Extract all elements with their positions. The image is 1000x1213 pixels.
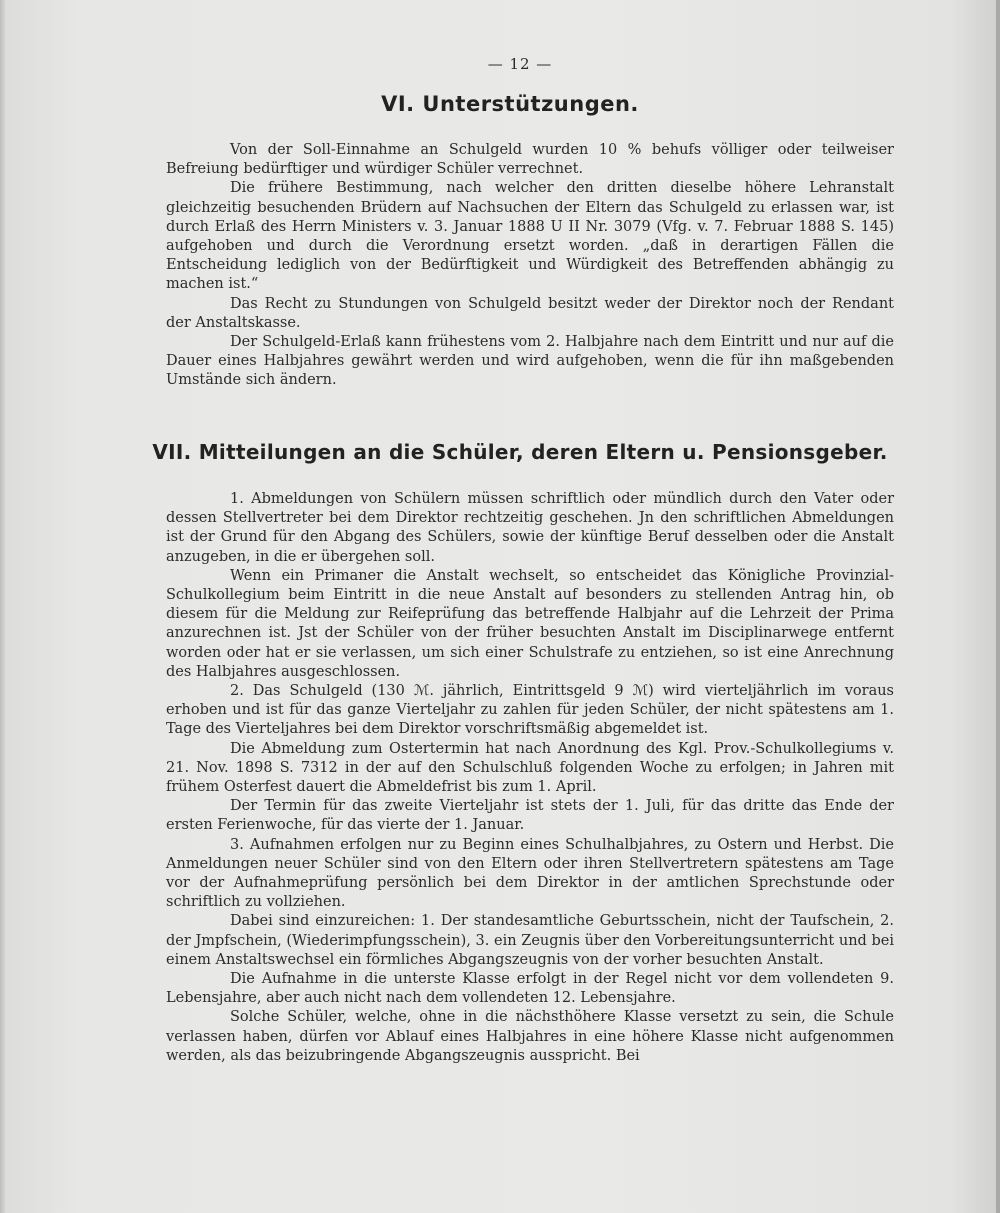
section-unterstuetzungen-body	[166, 141, 894, 391]
paragraph: 2. Das Schulgeld (130 ℳ. jährlich, Eintrittsgeld 9 ℳ) wird vierteljährlich im voraus erhoben und ist für das ganze Vierteljahr zu zahlen für jeden Schüler, der nicht spätestens am 1. Tage des Vierteljahres bei dem Direktor vorschriftsmäßig abgemeldet ist.	[166, 683, 894, 738]
section-mitteilungen-body	[166, 490, 894, 1066]
page-edge-right	[996, 0, 1000, 1213]
paragraph: Die frühere Bestimmung, nach welcher den dritten dieselbe höhere Lehranstalt gleichzeitig besuchenden Brüdern auf Nachsuchen der Eltern das Schulgeld zu erlassen war, ist durch Erlaß des Herrn Ministers v. 3. Januar 1888 U II Nr. 3079 (Vfg. v. 7. Februar 1888 S. 145) aufgehoben und durch die Verordnung ersetzt worden. „daß in derartigen Fällen die Entscheidung lediglich von der Bedürftigkeit und Würdigkeit des Betreffenden abhängig zu machen ist.“	[166, 180, 894, 293]
section-title-mitteilungen: VII. Mitteilungen an die Schüler, deren Eltern u. Pensionsgeber.	[152, 440, 888, 464]
paragraph: 3. Aufnahmen erfolgen nur zu Beginn eines Schulhalbjahres, zu Ostern und Herbst. Die Anmeldungen neuer Schüler sind von den Eltern oder ihren Stellvertretern spätestens am Tage vor der Aufnahmeprüfung persönlich bei dem Direktor in der amtlichen Sprechstunde oder schriftlich zu vollziehen.	[166, 836, 894, 911]
paragraph: Der Termin für das zweite Vierteljahr ist stets der 1. Juli, für das dritte das Ende der ersten Ferienwoche, für das vierte der 1. Januar.	[166, 798, 894, 834]
paragraph: Wenn ein Primaner die Anstalt wechselt, so entscheidet das Königliche Provinzial-Schulkollegium beim Eintritt in die neue Anstalt auf besonders zu stellenden Antrag hin, ob diesem für die Meldung zur Reifeprüfung das betreffende Halbjahr auf die Lehrzeit der Prima anzurechnen ist. Jst der Schüler von der früher besuchten Anstalt im Disciplinarwege entfernt worden oder hat er sie verlassen, um sich einer Schulstrafe zu entziehen, so ist eine Anrechnung des Halbjahres ausgeschlossen.	[166, 567, 894, 680]
paragraph: Das Recht zu Stundungen von Schulgeld besitzt weder der Direktor noch der Rendant der Anstaltskasse.	[166, 295, 894, 331]
page-number: — 12 —	[487, 55, 553, 73]
page-edge-left	[0, 0, 6, 1213]
paragraph: Die Aufnahme in die unterste Klasse erfolgt in der Regel nicht vor dem vollendeten 9. Lebensjahre, aber auch nicht nach dem vollendeten 12. Lebensjahre.	[166, 971, 894, 1007]
paragraph: Die Abmeldung zum Ostertermin hat nach Anordnung des Kgl. Prov.-Schulkollegiums v. 21. Nov. 1898 S. 7312 in der auf den Schulschluß folgenden Woche zu erfolgen; in Jahren mit frühem Osterfest dauert die Abmeldefrist bis zum 1. April.	[166, 740, 894, 796]
paragraph: Von der Soll-Einnahme an Schulgeld wurden 10 % behufs völliger oder teilweiser Befreiung bedürftiger und würdiger Schüler verrechnet.	[166, 142, 894, 178]
paragraph: Der Schulgeld-Erlaß kann frühestens vom 2. Halbjahre nach dem Eintritt und nur auf die Dauer eines Halbjahres gewährt werden und wird aufgehoben, wenn die für ihn maßgebenden Umstände sich ändern.	[166, 334, 894, 389]
paragraph: Solche Schüler, welche, ohne in die nächsthöhere Klasse versetzt zu sein, die Schule verlassen haben, dürfen vor Ablauf eines Halbjahres in eine höhere Klasse nicht aufgenommen werden, als das beizubringende Abgangszeugnis ausspricht. Bei	[166, 1009, 894, 1064]
section-title-unterstuetzungen: VI. Unterstützungen.	[381, 92, 639, 116]
paragraph: 1. Abmeldungen von Schülern müssen schriftlich oder mündlich durch den Vater oder dessen Stellvertreter bei dem Direktor rechtzeitig geschehen. Jn den schriftlichen Abmeldungen ist der Grund für den Abgang des Schülers, sowie der künftige Beruf desselben oder die Anstalt anzugeben, in die er übergehen soll.	[166, 491, 894, 565]
paragraph: Dabei sind einzureichen: 1. Der standesamtliche Geburtsschein, nicht der Taufschein, 2. der Jmpfschein, (Wiederimpfungsschein), 3. ein Zeugnis über den Vorbereitungsunterricht und bei einem Anstaltswechsel ein förmliches Abgangszeugnis von der vorher besuchten Anstalt.	[166, 913, 894, 968]
